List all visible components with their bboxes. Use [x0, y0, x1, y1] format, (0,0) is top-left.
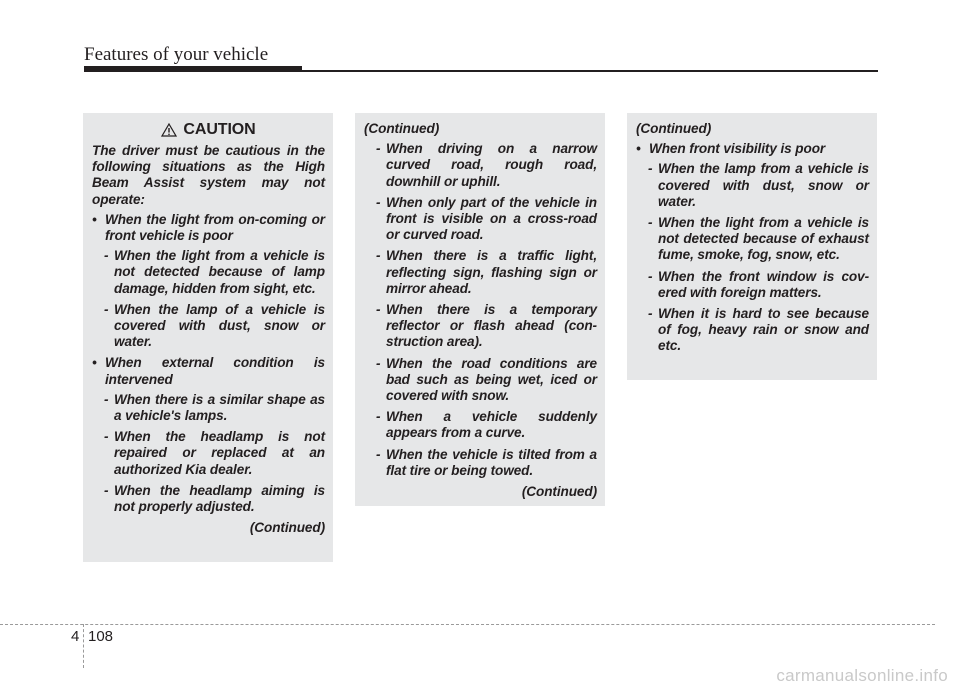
sub-item: - When the light from a vehicle is not detected because of exhaust fume, smoke, fog, snow, etc. — [648, 215, 869, 263]
caution-panel-final — [627, 113, 877, 380]
sub-item-text: When the headlamp is not repaired or replaced at an authorized Kia dealer. — [114, 429, 325, 477]
bullet-icon: • — [92, 211, 97, 227]
sub-item-text: When the front window is cov-ered with foreign matters. — [658, 268, 869, 300]
sub-item-text: When the vehicle is tilted from a flat tire or being towed. — [386, 446, 597, 478]
sub-item-text: When there is a similar shape as a vehicle's lamps. — [114, 391, 325, 424]
sub-item-text: When the lamp of a vehicle is covered with dust, snow or water. — [114, 301, 325, 350]
header-rule — [302, 70, 878, 72]
sub-item: - When the light from a vehicle is not detected because of lamp damage, hidden from sight, etc. — [104, 248, 325, 296]
continued-label: (Continued) — [521, 484, 597, 500]
bullet-icon: • — [636, 141, 641, 157]
warning-triangle-icon — [161, 123, 177, 137]
sub-item-text: When it is hard to see because of fog, heavy rain or snow and etc. — [658, 306, 869, 354]
sub-item: - When the lamp of a vehicle is covered with dust, snow or water. — [104, 301, 325, 350]
sub-item-text: When there is a traffic light, reflecting sign, flashing sign or mirror ahead. — [386, 248, 597, 296]
footer-divider — [83, 624, 84, 668]
sub-item-text: When driving on a narrow curved road, rough road, downhill or uphill. — [386, 141, 597, 189]
sub-item-text: When only part of the vehicle in front is visible on a cross-road or curved road. — [386, 194, 597, 243]
sub-item: - When driving on a narrow curved road, rough road, downhill or uphill. — [376, 141, 597, 189]
caution-panel — [83, 113, 333, 562]
caution-intro: The driver must be cautious in the following situations as the High Beam Assist system may not operate: — [92, 143, 325, 207]
sub-item: - When only part of the vehicle in front is visible on a cross-road or curved road. — [376, 194, 597, 243]
sub-item-text: When there is a temporary reflector or flash ahead (con-struction area). — [386, 302, 597, 350]
sub-item-text: When the lamp from a vehicle is covered with dust, snow or water. — [658, 161, 869, 209]
continued-heading: (Continued) — [364, 121, 440, 136]
page-number: 108 — [88, 628, 114, 645]
caution-panel-continued — [355, 113, 605, 506]
sub-item-text: When the headlamp aiming is not properly adjusted. — [114, 482, 325, 515]
footer-rule — [0, 624, 935, 625]
sub-item: - When the headlamp aiming is not properly adjusted. — [104, 482, 325, 515]
sub-item-text: When the road conditions are bad such as being wet, iced or covered with snow. — [386, 355, 597, 404]
sub-item: - When a vehicle suddenly appears from a curve. — [376, 409, 597, 441]
list-item — [92, 355, 325, 387]
bullet-icon: • — [92, 355, 97, 371]
sub-item: - When there is a temporary reflector or flash ahead (con-struction area). — [376, 302, 597, 350]
sub-item: - When the road conditions are bad such as being wet, iced or covered with snow. — [376, 355, 597, 404]
watermark: carmanualsonline.info — [776, 666, 948, 685]
header-bar — [84, 66, 302, 72]
sub-item: - When the vehicle is tilted from a flat tire or being towed. — [376, 446, 597, 478]
list-item — [92, 212, 325, 244]
sub-item: - When the headlamp is not repaired or replaced at an authorized Kia dealer. — [104, 429, 325, 477]
caution-heading — [92, 121, 325, 139]
sub-item-text: When the light from a vehicle is not detected because of exhaust fume, smoke, fog, snow, etc. — [658, 215, 869, 263]
sub-item: - When it is hard to see because of fog, heavy rain or snow and etc. — [648, 306, 869, 354]
continued-heading: (Continued) — [636, 121, 712, 136]
caution-label: CAUTION — [183, 121, 256, 138]
sub-item: - When the front window is cov-ered with foreign matters. — [648, 268, 869, 300]
bullet-text: When external condition is intervened — [105, 355, 325, 387]
sub-item-text: When the light from a vehicle is not detected because of lamp damage, hidden from sight, etc. — [114, 248, 325, 296]
list-item — [636, 141, 869, 157]
continued-label: (Continued) — [249, 520, 325, 536]
sub-item: - When there is a similar shape as a vehicle's lamps. — [104, 391, 325, 424]
sub-item: - When the lamp from a vehicle is covered with dust, snow or water. — [648, 161, 869, 209]
page-header-title: Features of your vehicle — [84, 44, 269, 65]
bullet-text: When front visibility is poor — [649, 141, 826, 157]
chapter-number: 4 — [71, 628, 80, 645]
bullet-text: When the light from on-coming or front vehicle is poor — [105, 211, 325, 244]
sub-item-text: When a vehicle suddenly appears from a curve. — [386, 409, 597, 441]
sub-item: - When there is a traffic light, reflecting sign, flashing sign or mirror ahead. — [376, 248, 597, 296]
